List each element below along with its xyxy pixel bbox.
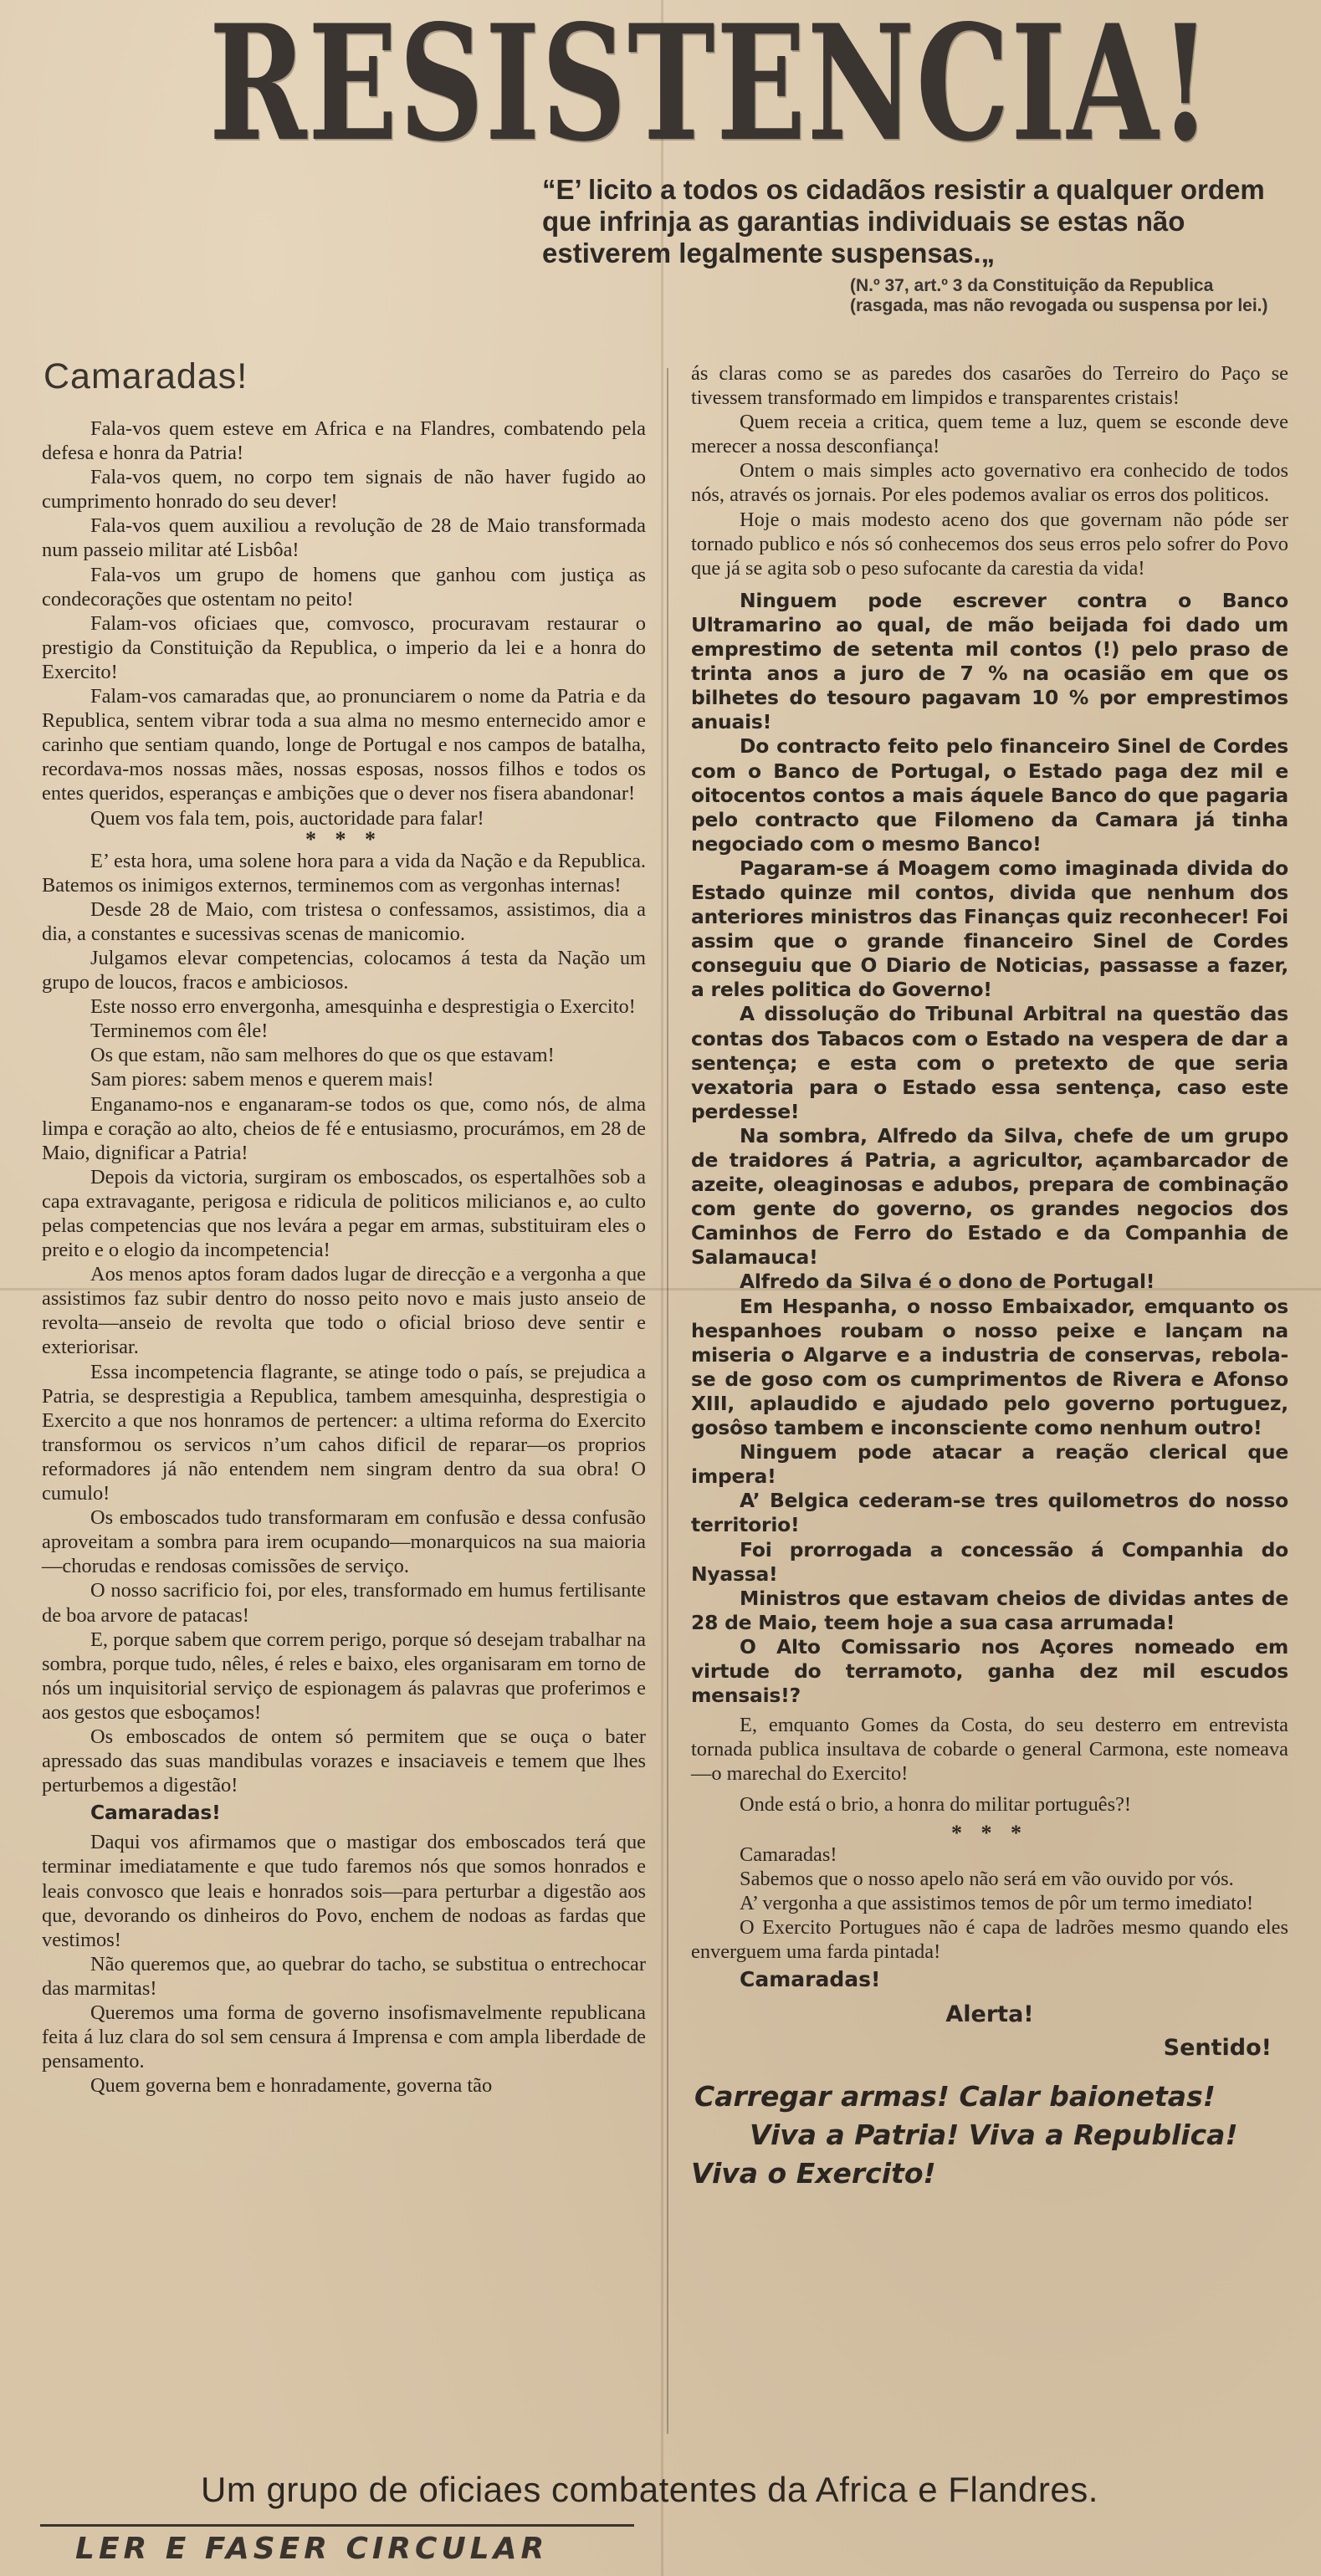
paragraph: Fala-vos quem, no corpo tem signais de não haver fugido ao cumprimento honrado do seu dever! [42, 466, 646, 514]
bold-paragraph: Do contracto feito pelo financeiro Sinel de Cordes com o Banco de Portugal, o Estado paga dez mil e oitocentos contos a mais áquele Banco do que pagaria pelo contracto que Filomeno da Camara já tinha negociado com o mesmo Banco! [691, 734, 1288, 856]
paragraph: Este nosso erro envergonha, amesquinha e desprestigia o Exercito! [90, 995, 636, 1019]
bold-paragraph: Na sombra, Alfredo da Silva, chefe de um grupo de traidores á Patria, a agricultor, açambarcador de azeite, oleaginosas e adubos, prepara de combinação com gente do governo, os grandes negocios dos Caminhos de Ferro do Estado e da Companhia de Salamauca! [691, 1123, 1288, 1270]
paragraph: Daqui vos afirmamos que o mastigar dos emboscados terá que terminar imediatamente e que tudo faremos nós que somos honrados e leais convosco que leais e honrados sois—para perturbar a digestão aos que, devorando os dinheiros do Povo, enchem de nodoas as fardas que vestimos! [42, 1831, 646, 1951]
paragraph: Fala-vos um grupo de homens que ganhou com justiça as condecorações que ostentam no peito! [42, 563, 646, 611]
paragraph: Aos menos aptos foram dados lugar de direcção e a vergonha a que assistimos faz subir dentro do nosso peito novo e mais justo anseio de revolta—anseio de revolta que todo o oficial brioso deve sentir e exteriorisar. [42, 1263, 646, 1359]
paragraph: E, porque sabem que correm perigo, porque só desejam trabalhar na sombra, porque tudo, nêles, é reles e baixo, eles organisaram em torno de nós um inquisitorial serviço de espionagem ás palavras que proferimos e aos gestos que esboçamos! [42, 1628, 646, 1724]
bold-paragraph: O Alto Comissario nos Açores nomeado em virtude do terramoto, ganha dez mil escudos mensais!? [691, 1634, 1288, 1708]
signature-line: Um grupo de oficiaes combatentes da Africa e Flandres. [201, 2470, 1098, 2509]
paragraph: Sam piores: sabem menos e querem mais! [90, 1068, 434, 1091]
footer-call-to-action: LER E FASER CIRCULAR [75, 2532, 549, 2566]
bold-paragraph: A’ Belgica cederam-se tres quilometros do nosso territorio! [691, 1489, 1288, 1537]
paragraph: Terminemos com êle! [90, 1020, 269, 1043]
paragraph: Não queremos que, ao quebrar do tacho, se substitua o entrechocar das marmitas! [42, 1952, 646, 2000]
camaradas-callout: Camaradas! [740, 1967, 881, 1991]
bold-paragraph: A dissolução do Tribunal Arbitral na questão das contas dos Tabacos com o Estado na vespera de dar a sentença; e esta com o pretexto de que seria vexatoria para o Estado essa sentença, caso este perdesse! [691, 1002, 1288, 1123]
paragraph: O Exercito Portugues não é capa de ladrões mesmo quando eles enverguem uma farda pintada! [691, 1915, 1288, 1963]
paragraph: Sabemos que o nosso apelo não será em vão ouvido por vós. [740, 1867, 1234, 1890]
paragraph: E, emquanto Gomes da Costa, do seu desterro em entrevista tornada publica insultava de cobarde o general Carmona, este nomeava—o marechal do Exercito! [691, 1714, 1288, 1786]
paragraph: Falam-vos oficiaes que, comvosco, procuravam restaurar o prestigio da Constituição da Republica, o imperio da lei e a honra do Exercito! [42, 611, 646, 683]
pamphlet-title: RESISTENCIA! [208, 0, 1213, 176]
bold-paragraph: Em Hespanha, o nosso Embaixador, emquanto os hespanhoes roubam o nosso peixe e lançam na miseria o Algarve e a industria de conservas, rebola-se de goso com os cumprimentos de Rivera e Afonso XIII, aplaudido e ajudado pelo governo portuguez, gosôso tambem e inconsciente como nenhum outro! [691, 1294, 1288, 1440]
bold-paragraph: Foi prorrogada a concessão á Companhia do Nyassa! [691, 1537, 1288, 1586]
paragraph: Os que estam, não sam melhores do que os que estavam! [90, 1044, 555, 1067]
paragraph: ás claras como se as paredes dos casarões do Terreiro do Paço se tivessem transformado em limpidos e transparentes cristais! [691, 362, 1288, 410]
epigraph-quote: “E’ licito a todos os cidadãos resistir a qualquer ordem que infrinja as garantias individuais se estas não estiverem legalmente suspensas.„ [542, 174, 1265, 268]
slogan-line-2: Viva a Patria! Viva a Republica! [750, 2119, 1238, 2151]
paragraph: Fala-vos quem auxiliou a revolução de 28 de Maio transformada num passeio militar até Lisbôa! [42, 514, 646, 562]
bold-paragraph: Ninguem pode escrever contra o Banco Ultramarino ao qual, de mão beijada foi dado um emprestimo de setenta mil contos (!) pelo praso de trinta anos a juro de 7 % na ocasião em que os bilhetes do tesouro pagavam 10 % por emprestimos anuais! [691, 588, 1288, 734]
bold-paragraph: Alfredo da Silva é o dono de Portugal! [740, 1270, 1155, 1294]
paragraph: Quem vos fala tem, pois, auctoridade para falar! [90, 806, 484, 830]
sentido-callout: Sentido! [1163, 2035, 1272, 2061]
epigraph-source: (N.º 37, art.º 3 da Constituição da Republica (rasgada, mas não revogada ou suspensa por lei.) [850, 276, 1268, 315]
paragraph: Camaradas! [740, 1843, 837, 1866]
paragraph: Onde está o brio, a honra do militar português?! [740, 1793, 1132, 1817]
paragraph: A’ vergonha a que assistimos temos de pôr um termo imediato! [740, 1891, 1254, 1914]
paragraph: Hoje o mais modesto aceno dos que governam não póde ser tornado publico e nós só conhecemos dos seus erros pelo sofrer do Povo que já se agita sob o peso sufocante da carestia da vida! [691, 508, 1288, 580]
bold-paragraph: Ministros que estavam cheios de dividas antes de 28 de Maio, teem hoje a sua casa arrumada! [691, 1586, 1288, 1634]
paragraph: Desde 28 de Maio, com tristesa o confessamos, assistimos, dia a dia, a constantes e sucessivas scenas de manicomio. [42, 897, 646, 945]
paragraph: E’ esta hora, uma solene hora para a vida da Nação e da Republica. Batemos os inimigos externos, terminemos com as vergonhas internas! [42, 849, 646, 897]
right-column [691, 361, 1288, 2193]
paragraph: Queremos uma forma de governo insofismavelmente republicana feita á luz clara do sol sem censura á Imprensa e com ampla liberdade de pensamento. [42, 2001, 646, 2073]
greeting-heading: Camaradas! [44, 356, 248, 396]
paragraph: Fala-vos quem esteve em Africa e na Flandres, combatendo pela defesa e honra da Patria! [42, 417, 646, 465]
column-divider [667, 368, 668, 2434]
paragraph: Essa incompetencia flagrante, se atinge todo o país, se prejudica a Patria, se desprestigia a Republica, tambem amesquinha, desprestigia o Exercito a que nos honramos de pertencer: a ultima reforma do Exercito transformou os servicos n’um cahos dificil de reparar—os proprios reformadores já não entendem nem singram dentro da sua obra! O cumulo! [42, 1360, 646, 1505]
paragraph: Os emboscados tudo transformaram em confusão e dessa confusão aproveitam a sombra para irem ocupando—monarquicos na sua maioria—chorudas e rendosas comissões de serviço. [42, 1506, 646, 1578]
paragraph: Depois da victoria, surgiram os emboscados, os espertalhões sob a capa extravagante, perigosa e ridicula de politicos milicianos e, ao culto pelas competencias que nos levára a pegar em armas, substituiram eles o preito e o elogio da incompetencia! [42, 1165, 646, 1262]
alerta-callout: Alerta! [945, 2001, 1034, 2027]
paragraph: Ontem o mais simples acto governativo era conhecido de todos nós, através os jornais. Por eles podemos avaliar os erros dos politicos. [691, 459, 1288, 507]
section-separator: * * * [305, 826, 382, 851]
section-separator: * * * [951, 1820, 1028, 1845]
paragraph: Quem governa bem e honradamente, governa tão [90, 2074, 493, 2098]
paragraph: Quem receia a critica, quem teme a luz, quem se esconde deve merecer a nossa desconfiança! [691, 411, 1288, 458]
paragraph: O nosso sacrificio foi, por eles, transformado em humus fertilisante de boa arvore de patacas! [42, 1579, 646, 1627]
slogan-line-3: Viva o Exercito! [691, 2157, 936, 2190]
bold-paragraph: Ninguem pode atacar a reação clerical que impera! [691, 1440, 1288, 1489]
camaradas-callout: Camaradas! [90, 1801, 221, 1825]
paragraph: Julgamos elevar competencias, colocamos á testa da Nação um grupo de loucos, fracos e ambiciosos. [42, 946, 646, 994]
left-column [42, 351, 646, 2098]
slogan-line-1: Carregar armas! Calar baionetas! [694, 2080, 1216, 2113]
bold-paragraph: Pagaram-se á Moagem como imaginada divida do Estado quinze mil contos, divida que nenhum dos anteriores ministros das Finanças quiz reconhecer! Foi assim que o grande financeiro Sinel de Cordes conseguiu que O Diario de Noticias, passasse a fazer, a reles politica do Governo! [691, 856, 1288, 1002]
footer-rule [40, 2524, 634, 2527]
paragraph: Os emboscados de ontem só permitem que se ouça o bater apressado das suas mandibulas vorazes e insaciaveis e temem que lhes perturbemos a digestão! [42, 1725, 646, 1797]
paragraph: Falam-vos camaradas que, ao pronunciarem o nome da Patria e da Republica, sentem vibrar toda a sua alma no mesmo enternecido amor e carinho que sentiam quando, longe de Portugal e nos campos de batalha, recordava-mos nossas mães, nossas esposas, nossos filhos e todos os entes queridos, esperanças e ambições que o dever nos fisera abandonar! [42, 685, 646, 805]
paragraph: Enganamo-nos e enganaram-se todos os que, como nós, de alma limpa e coração ao alto, cheios de fé e entusiasmo, procurámos, em 28 de Maio, dignificar a Patria! [42, 1092, 646, 1164]
